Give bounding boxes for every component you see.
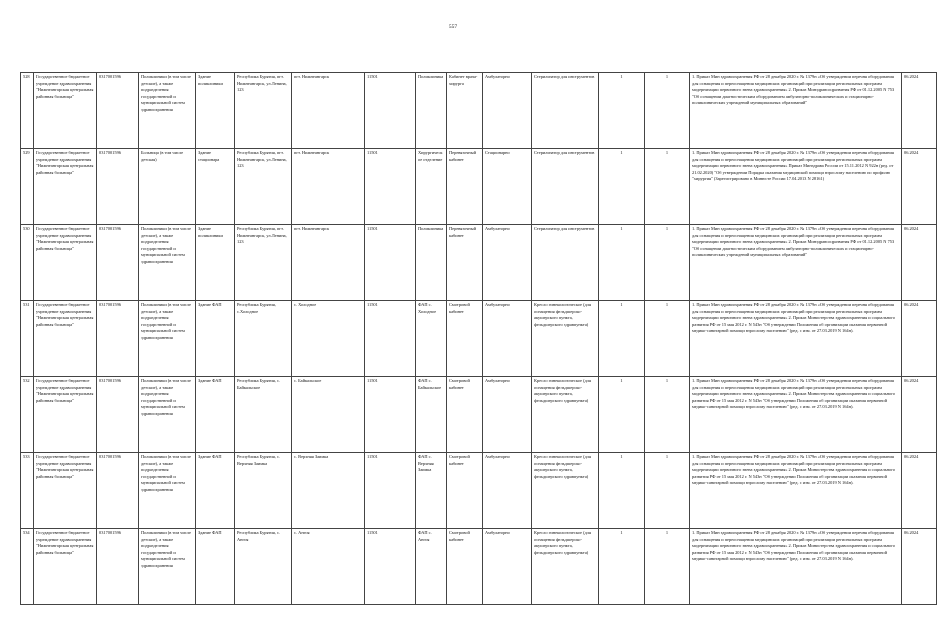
cell-row-number: 528 [21, 73, 34, 149]
cell-row-number: 534 [21, 529, 34, 605]
cell-room: Кабинет врача-хирурга [447, 73, 483, 149]
cell-facility-type: Поликлиники (в том числе детские), а также подразделения государственной и муниципальной систем здравоохранения [139, 529, 196, 605]
cell-quantity-planned: 1 [645, 73, 690, 149]
cell-address: Республика Бурятия, с. Байкальское [235, 377, 292, 453]
cell-facility-type: Больница (в том числе детская) [139, 149, 196, 225]
cell-unit: ФАП с. Байкальское [416, 377, 447, 453]
cell-row-number: 529 [21, 149, 34, 225]
cell-equipment: Стерилизатор для инструментов [532, 225, 599, 301]
table-row [21, 301, 937, 377]
cell-unit: ФАП с. Верхняя Заимка [416, 453, 447, 529]
equipment-table [20, 72, 937, 605]
cell-locality: с. Холодное [292, 301, 365, 377]
cell-quantity-required: 1 [599, 225, 645, 301]
table-row [21, 225, 937, 301]
cell-care-type: Стационарно [483, 149, 532, 225]
cell-building: Здание поликлиники [196, 225, 235, 301]
cell-quantity-required: 1 [599, 377, 645, 453]
cell-inn: 0317001596 [97, 149, 139, 225]
cell-row-number: 531 [21, 301, 34, 377]
cell-unit: ФАП с. Холодное [416, 301, 447, 377]
cell-facility-type: Поликлиники (в том числе детские), а также подразделения государственной и муниципальной систем здравоохранения [139, 301, 196, 377]
cell-inn: 0317001596 [97, 529, 139, 605]
cell-address: Республика Бурятия, с.Холодное [235, 301, 292, 377]
cell-building: Здание ФАП [196, 301, 235, 377]
cell-locality: с. Байкальское [292, 377, 365, 453]
cell-legal-basis: 1. Приказ Мин здравоохранения РФ от 28 декабря 2020 г. № 1379н «Об утверждении перечня оборудования для оснащения и переоснащения медицинских организаций при реализации региональных программ модернизации первичного звена здравоохранения» Приказ Минздрава России от 15.11.2012 N 922н (ред. от 21.02.2020) "Об утверждении Порядка оказания медицинской помощи взрослому населению по профилю "хирургия" (Зарегистрировано в Минюсте России 17.04.2013 N 28161) [690, 149, 902, 225]
cell-quantity-planned: 1 [645, 149, 690, 225]
cell-facility-type: Поликлиники (в том числе детские), а также подразделения государственной и муниципальной систем здравоохранения [139, 225, 196, 301]
cell-organization: Государственное бюджетное учреждение здравоохранения "Нижнеангарская центральная районная больница" [34, 377, 97, 453]
cell-room: Смотровой кабинет [447, 529, 483, 605]
cell-quantity-planned: 1 [645, 301, 690, 377]
cell-quantity-planned: 1 [645, 453, 690, 529]
cell-row-number: 533 [21, 453, 34, 529]
table-row [21, 149, 937, 225]
cell-code: 11501 [365, 377, 416, 453]
cell-date: 06.2024 [902, 529, 937, 605]
cell-care-type: Амбулаторно [483, 73, 532, 149]
cell-room: Смотровой кабинет [447, 453, 483, 529]
cell-equipment: Кресло гинекологическое (для оснащения фельдшерско-акушерского пункта, фельдшерского здравпункта) [532, 377, 599, 453]
cell-quantity-required: 1 [599, 301, 645, 377]
cell-unit: ФАП с. Ангоя [416, 529, 447, 605]
cell-organization: Государственное бюджетное учреждение здравоохранения "Нижнеангарская центральная районная больница" [34, 453, 97, 529]
cell-quantity-planned: 1 [645, 377, 690, 453]
cell-building: Здание ФАП [196, 529, 235, 605]
cell-quantity-required: 1 [599, 149, 645, 225]
cell-inn: 0317001596 [97, 73, 139, 149]
cell-quantity-required: 1 [599, 73, 645, 149]
cell-organization: Государственное бюджетное учреждение здравоохранения "Нижнеангарская центральная районная больница" [34, 225, 97, 301]
cell-code: 11501 [365, 73, 416, 149]
cell-code: 11501 [365, 225, 416, 301]
table-row [21, 529, 937, 605]
cell-date: 06.2024 [902, 149, 937, 225]
cell-room: Перевязочный кабинет [447, 149, 483, 225]
table-row [21, 377, 937, 453]
cell-care-type: Амбулаторно [483, 529, 532, 605]
cell-row-number: 532 [21, 377, 34, 453]
page-number: 557 [448, 24, 458, 30]
cell-date: 06.2024 [902, 377, 937, 453]
cell-care-type: Амбулаторно [483, 225, 532, 301]
table-row [21, 73, 937, 149]
cell-equipment: Стерилизатор для инструментов [532, 73, 599, 149]
cell-address: Республика Бурятия, пгт. Нижнеангарск, ул.Ленина, 123 [235, 225, 292, 301]
cell-address: Республика Бурятия, пгт. Нижнеангарск, ул.Ленина, 123 [235, 149, 292, 225]
cell-legal-basis: 1. Приказ Мин здравоохранения РФ от 28 декабря 2020 г. № 1379н «Об утверждении перечня оборудования для оснащения и переоснащения медицинских организаций при реализации региональных программ модернизации первичного звена здравоохранения» 2. Приказ Министерства здравоохранения и социального развития РФ от 15 мая 2012 г. N 543н "Об утверждении Положения об организации оказания первичной медико-санитарной помощи взрослому населению" (ред. с изм. от 27.03.2019 N 164н). [690, 529, 902, 605]
cell-legal-basis: 1. Приказ Мин здравоохранения РФ от 28 декабря 2020 г. № 1379н «Об утверждении перечня оборудования для оснащения и переоснащения медицинских организаций при реализации региональных программ модернизации первичного звена здравоохранения» 2. Приказ Министерства здравоохранения и социального развития РФ от 15 мая 2012 г. N 543н "Об утверждении Положения об организации оказания первичной медико-санитарной помощи взрослому населению" (ред. с изм. от 27.03.2019 N 164н). [690, 377, 902, 453]
cell-equipment: Кресло гинекологическое (для оснащения фельдшерско-акушерского пункта, фельдшерского здравпункта) [532, 529, 599, 605]
cell-quantity-required: 1 [599, 453, 645, 529]
cell-unit: Хирургическое отделение [416, 149, 447, 225]
cell-equipment: Кресло гинекологическое (для оснащения фельдшерско-акушерского пункта, фельдшерского здравпункта) [532, 453, 599, 529]
cell-code: 11501 [365, 149, 416, 225]
cell-quantity-required: 1 [599, 529, 645, 605]
cell-date: 06.2024 [902, 225, 937, 301]
cell-date: 06.2024 [902, 453, 937, 529]
cell-care-type: Амбулаторно [483, 377, 532, 453]
cell-legal-basis: 1. Приказ Мин здравоохранения РФ от 28 декабря 2020 г. № 1379н «Об утверждении перечня оборудования для оснащения и переоснащения медицинских организаций при реализации региональных программ модернизации первичного звена здравоохранения» 2. Приказ Минздравсоцразвития РФ от 01.12.2005 N 753 "Об оснащении диагностическим оборудованием амбулаторно-поликлинических и стационарно-поликлинических учреждений муниципальных образований" [690, 225, 902, 301]
cell-inn: 0317001596 [97, 225, 139, 301]
cell-locality: с. Верхняя Заимка [292, 453, 365, 529]
cell-locality: пгт. Нижнеангарск [292, 149, 365, 225]
cell-room: Смотровой кабинет [447, 301, 483, 377]
cell-locality: пгт. Нижнеангарск [292, 225, 365, 301]
cell-building: Здание поликлиники [196, 73, 235, 149]
cell-organization: Государственное бюджетное учреждение здравоохранения "Нижнеангарская центральная районная больница" [34, 529, 97, 605]
cell-code: 11501 [365, 301, 416, 377]
cell-legal-basis: 1. Приказ Мин здравоохранения РФ от 28 декабря 2020 г. № 1379н «Об утверждении перечня оборудования для оснащения и переоснащения медицинских организаций при реализации региональных программ модернизации первичного звена здравоохранения» 2. Приказ Министерства здравоохранения и социального развития РФ от 15 мая 2012 г. N 543н "Об утверждении Положения об организации оказания первичной медико-санитарной помощи взрослому населению" (ред. с изм. от 27.03.2019 N 164н). [690, 453, 902, 529]
cell-building: Здание ФАП [196, 453, 235, 529]
cell-date: 06.2024 [902, 73, 937, 149]
cell-building: Здание ФАП [196, 377, 235, 453]
cell-organization: Государственное бюджетное учреждение здравоохранения "Нижнеангарская центральная районная больница" [34, 301, 97, 377]
cell-legal-basis: 1. Приказ Мин здравоохранения РФ от 28 декабря 2020 г. № 1379н «Об утверждении перечня оборудования для оснащения и переоснащения медицинских организаций при реализации региональных программ модернизации первичного звена здравоохранения» 2. Приказ Министерства здравоохранения и социального развития РФ от 15 мая 2012 г. N 543н "Об утверждении Положения об организации оказания первичной медико-санитарной помощи взрослому населению" (ред. с изм. от 27.03.2019 N 164н). [690, 301, 902, 377]
cell-locality: с. Ангоя [292, 529, 365, 605]
cell-organization: Государственное бюджетное учреждение здравоохранения "Нижнеангарская центральная районная больница" [34, 73, 97, 149]
cell-room: Смотровой кабинет [447, 377, 483, 453]
cell-code: 11501 [365, 453, 416, 529]
cell-quantity-planned: 1 [645, 225, 690, 301]
cell-room: Перевязочный кабинет [447, 225, 483, 301]
cell-code: 11501 [365, 529, 416, 605]
cell-date: 06.2024 [902, 301, 937, 377]
cell-address: Республика Бурятия, с. Ангоя [235, 529, 292, 605]
cell-unit: Поликлиника [416, 225, 447, 301]
cell-care-type: Амбулаторно [483, 453, 532, 529]
cell-inn: 0317001596 [97, 453, 139, 529]
cell-address: Республика Бурятия, пгт. Нижнеангарск, ул.Ленина, 123 [235, 73, 292, 149]
cell-equipment: Кресло гинекологическое (для оснащения фельдшерско-акушерского пункта, фельдшерского здравпункта) [532, 301, 599, 377]
cell-building: Здание стационара [196, 149, 235, 225]
cell-address: Республика Бурятия, с. Верхняя Заимка [235, 453, 292, 529]
cell-inn: 0317001596 [97, 377, 139, 453]
cell-facility-type: Поликлиники (в том числе детские), а также подразделения государственной и муниципальной систем здравоохранения [139, 73, 196, 149]
cell-row-number: 530 [21, 225, 34, 301]
cell-care-type: Амбулаторно [483, 301, 532, 377]
cell-facility-type: Поликлиники (в том числе детские), а также подразделения государственной и муниципальной систем здравоохранения [139, 453, 196, 529]
table-row [21, 453, 937, 529]
cell-inn: 0317001596 [97, 301, 139, 377]
cell-equipment: Стерилизатор для инструментов [532, 149, 599, 225]
cell-locality: пгт. Нижнеангарск [292, 73, 365, 149]
cell-facility-type: Поликлиники (в том числе детские), а также подразделения государственной и муниципальной систем здравоохранения [139, 377, 196, 453]
cell-organization: Государственное бюджетное учреждение здравоохранения "Нижнеангарская центральная районная больница" [34, 149, 97, 225]
cell-unit: Поликлиника [416, 73, 447, 149]
cell-quantity-planned: 1 [645, 529, 690, 605]
cell-legal-basis: 1. Приказ Мин здравоохранения РФ от 28 декабря 2020 г. № 1379н «Об утверждении перечня оборудования для оснащения и переоснащения медицинских организаций при реализации региональных программ модернизации первичного звена здравоохранения» 2. Приказ Минздравсоцразвития РФ от 01.12.2005 N 753 "Об оснащении диагностическим оборудованием амбулаторно-поликлинических и стационарно-поликлинических учреждений муниципальных образований" [690, 73, 902, 149]
